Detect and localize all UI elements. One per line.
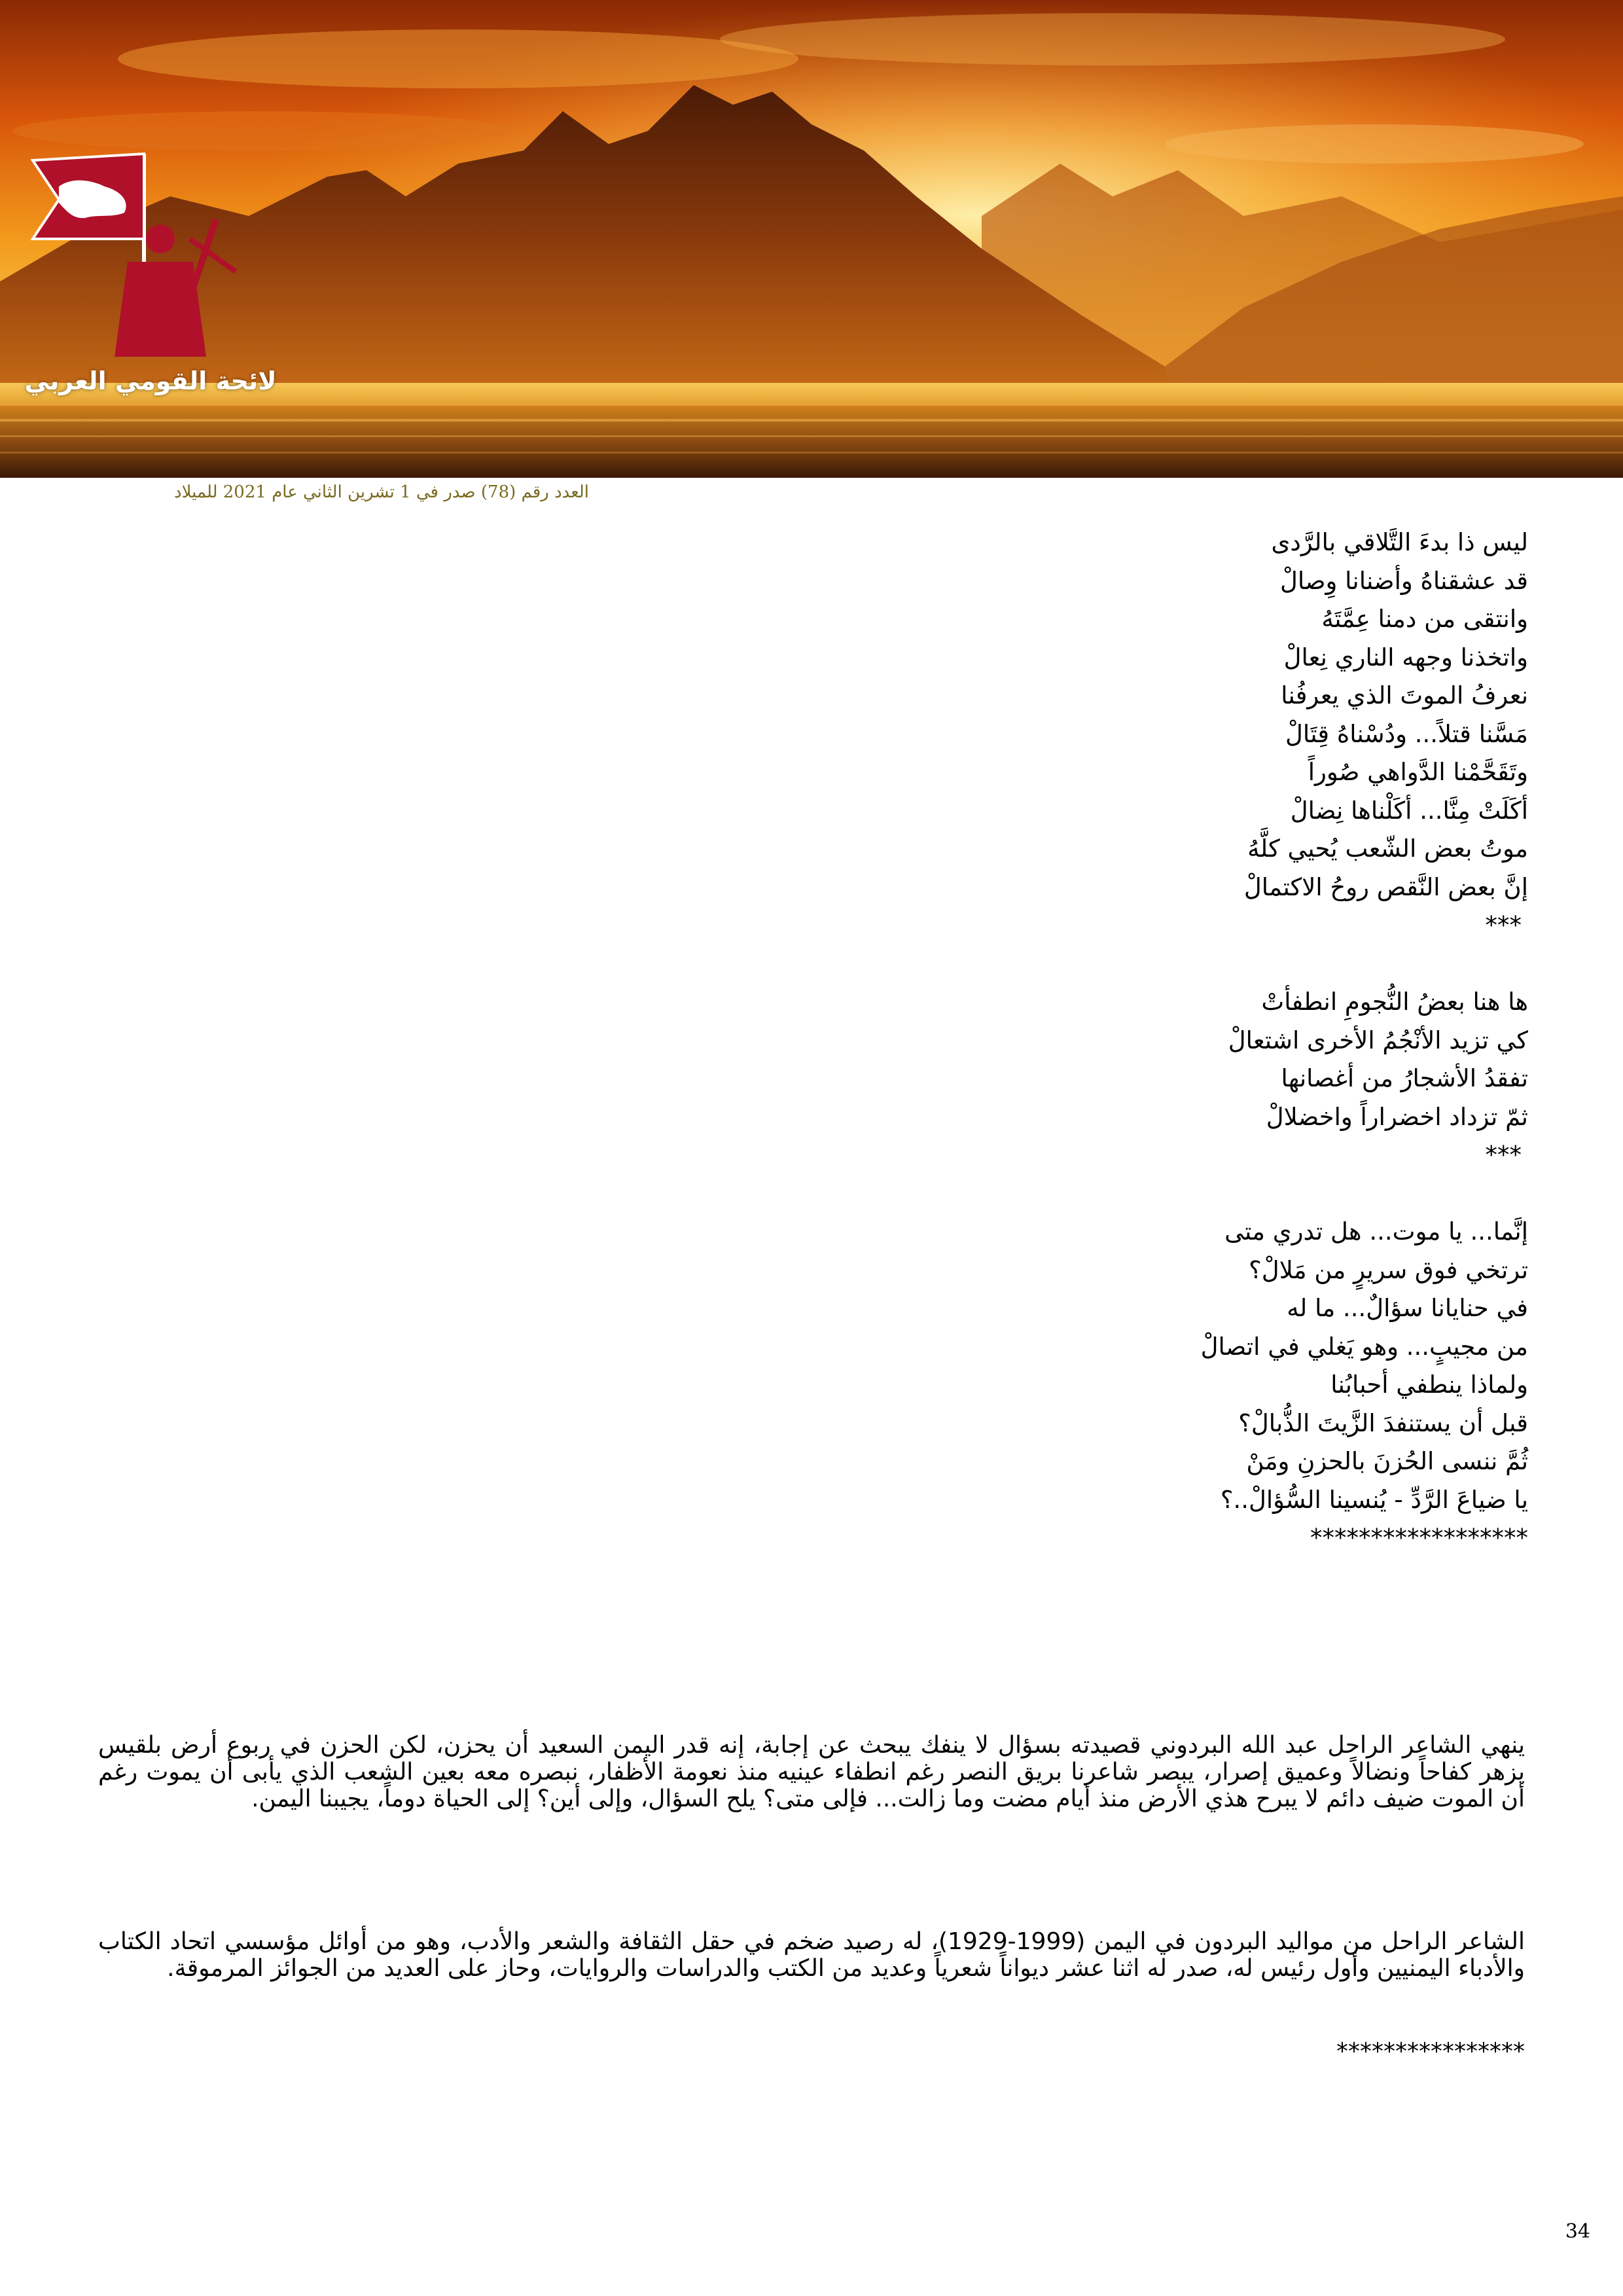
stanza-separator: *** (1485, 1141, 1522, 1169)
page-number: 34 (1565, 2220, 1590, 2243)
poem-line: أكَلَتْ مِنَّا... أكَلْناها نِضالْ (1290, 796, 1528, 825)
end-separator: **************** (1336, 2038, 1525, 2065)
poem-line: يا ضياعَ الرَّدِّ - يُنسينا السُّؤالْ..؟ (1220, 1485, 1528, 1514)
poem-line: قبل أن يستنفدَ الزَّيتَ الذُّبالْ؟ (1238, 1408, 1528, 1437)
poem-line: ترتخي فوق سريرٍ من مَلالْ؟ (1249, 1255, 1528, 1284)
poem-line: ثُمَّ ننسى الحُزنَ بالحزنِ ومَنْ (1246, 1447, 1528, 1475)
poem-line: وانتقى من دمنا عِمَّتَهُ (1321, 605, 1528, 633)
poem-end-separator: ****************** (1310, 1524, 1528, 1552)
poem-line: واتخذنا وجهه الناري نِعالْ (1283, 643, 1528, 672)
poem-line: إنَّ بعض النَّقص روحُ الاكتمالْ (1243, 872, 1528, 901)
poem-line: ثمّ تزداد اخضراراً واخضلالْ (1266, 1102, 1528, 1131)
poem-line: ولماذا ينطفي أحبابُنا (1330, 1371, 1528, 1399)
header-banner (0, 0, 1623, 478)
poem-line: موتُ بعض الشّعب يُحيي كلَّهُ (1247, 834, 1528, 863)
poem-line: في حنايانا سؤالٌ... ما له (1287, 1294, 1528, 1322)
poem (743, 524, 1528, 1558)
stanza-separator: *** (1485, 911, 1522, 939)
poem-line: إنَّما... يا موت... هل تدري متى (1224, 1217, 1528, 1246)
logo-emblem (20, 141, 281, 403)
poem-line: نعرفُ الموتَ الذي يعرفُنا (1281, 681, 1528, 709)
prose-paragraph: ينهي الشاعر الراحل عبد الله البردوني قصيدته بسؤال لا ينفك يبحث عن إجابة، إنه قدر اليمن السعيد أن يحزن، لكن الحزن في ربوع أرض بلقيس يزهر كفاحاً ونضالاً وعميق إصرار، يبصر شاعرنا بريق النصر رغم انطفاء عينيه منذ نعومة الأظفار، نبصره معه بعين الشعب الذي يأبى أن يموت رغم أن الموت ضيف دائم لا يبرح هذي الأرض منذ أيام مضت وما زالت... فإلى متى؟ يلح السؤال، وإلى أين؟ إلى الحياة دوماً، يجيبنا اليمن. (98, 1732, 1525, 1812)
poem-line: مَسَّنا قتلاً... ودُسْناهُ قِتَالْ (1285, 719, 1528, 748)
blank-line (743, 945, 1528, 984)
poem-line: من مجيبٍ... وهو يَغلي في اتصالْ (1200, 1332, 1528, 1361)
poem-line: وتَقَحَّمْنا الدَّواهي صُوراً (1308, 758, 1528, 786)
prose-paragraph: الشاعر الراحل من مواليد البردون في اليمن (1999-1929)، له رصيد ضخم في حقل الثقافة والشعر والأدب، وهو من أوائل مؤسسي اتحاد الكتاب والأدباء اليمنيين وأول رئيس له، صدر له اثنا عشر ديواناً شعرياً وعديد من الكتب والدراسات والروايات، وحاز على العديد من الجوائز المرموقة. (98, 1928, 1525, 1982)
logo-text: لائحة القومي العربي (24, 367, 277, 395)
poem-line: قد عشقناهُ وأضنانا وِصالْ (1279, 566, 1528, 595)
poem-line: ها هنا بعضُ النُّجومِ انطفأتْ (1261, 988, 1528, 1016)
blank-line (743, 1175, 1528, 1213)
poem-line: ليس ذا بدءَ التَّلاقي بالرَّدى (1271, 528, 1528, 556)
poem-line: كي تزيد الأنْجُمُ الأخرى اشتعالْ (1228, 1026, 1528, 1054)
poem-line: تفقدُ الأشجارُ من أغصانها (1281, 1064, 1528, 1092)
issue-line: العدد رقم (78) صدر في 1 تشرين الثاني عام 2021 للميلاد (174, 482, 589, 502)
